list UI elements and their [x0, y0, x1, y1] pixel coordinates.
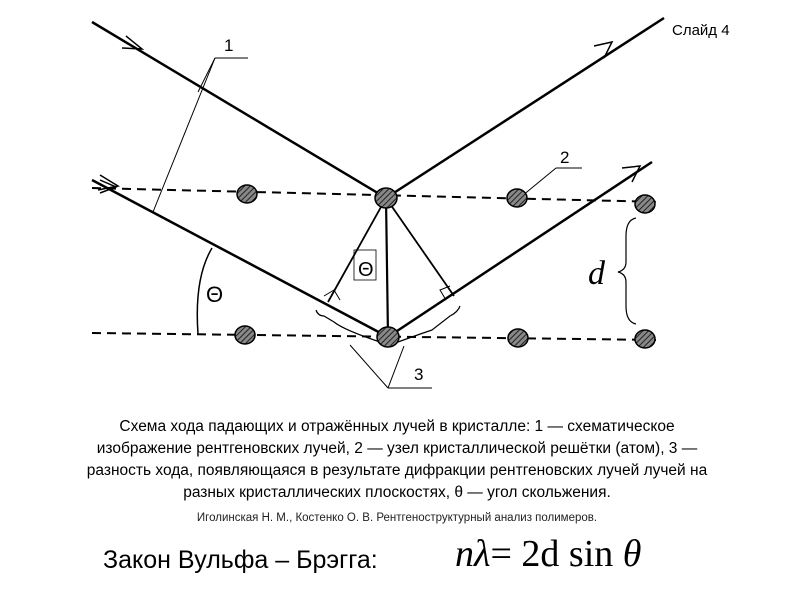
d-label: d	[588, 255, 605, 292]
slide-number: Слайд 4	[672, 22, 730, 39]
path-difference-label: 3	[414, 365, 424, 384]
atom-node	[507, 189, 527, 207]
formula-equals: =	[490, 533, 512, 575]
path-label-leader	[350, 345, 388, 388]
caption-line: разность хода, появляющаяся в результате дифракции рентгеновских лучей лучей на	[86, 462, 708, 479]
crystal-plane-lower	[92, 333, 660, 340]
atom-node	[635, 330, 655, 348]
figure-caption	[20, 416, 774, 504]
atom-label: 2	[560, 148, 570, 167]
formula-n: n	[455, 533, 474, 575]
reflected-ray-upper	[386, 18, 664, 198]
perpendicular-line	[386, 198, 454, 296]
formula-sin: sin	[568, 533, 614, 575]
path-label-leader	[388, 346, 404, 388]
atom-node	[508, 329, 528, 347]
reflected-ray-lower	[388, 162, 652, 337]
caption-line: разных кристаллических плоскостях, θ — угол скольжения.	[183, 484, 611, 501]
atom-label-leader	[522, 168, 556, 196]
law-title: Закон Вульфа – Брэгга:	[103, 546, 378, 574]
caption-line: изображение рентгеновских лучей, 2 — узел кристаллической решётки (атом), 3 —	[96, 440, 698, 457]
bragg-formula	[455, 532, 641, 576]
formula-theta: θ	[622, 533, 642, 575]
caption-line: Схема хода падающих и отражённых лучей в кристалле: 1 — схематическое	[119, 418, 675, 435]
atom-node	[375, 188, 397, 208]
incident-ray-lower	[92, 180, 388, 337]
formula-2d: 2d	[521, 533, 560, 575]
atom-node	[377, 327, 399, 347]
atom-node	[237, 185, 257, 203]
ray-label-leader	[153, 58, 215, 212]
atom-node	[635, 195, 655, 213]
d-brace	[618, 218, 636, 324]
interplane-line	[386, 198, 388, 337]
atom-node	[235, 326, 255, 344]
formula-lambda: λ	[474, 533, 491, 575]
citation: Иголинская Н. М., Костенко О. В. Рентгеноструктурный анализ полимеров.	[196, 512, 598, 524]
theta-angle-label: Θ	[206, 282, 224, 307]
reflected-arrow-icon	[594, 42, 612, 58]
theta-inner-label: Θ	[358, 259, 374, 281]
ray-label: 1	[224, 36, 234, 55]
